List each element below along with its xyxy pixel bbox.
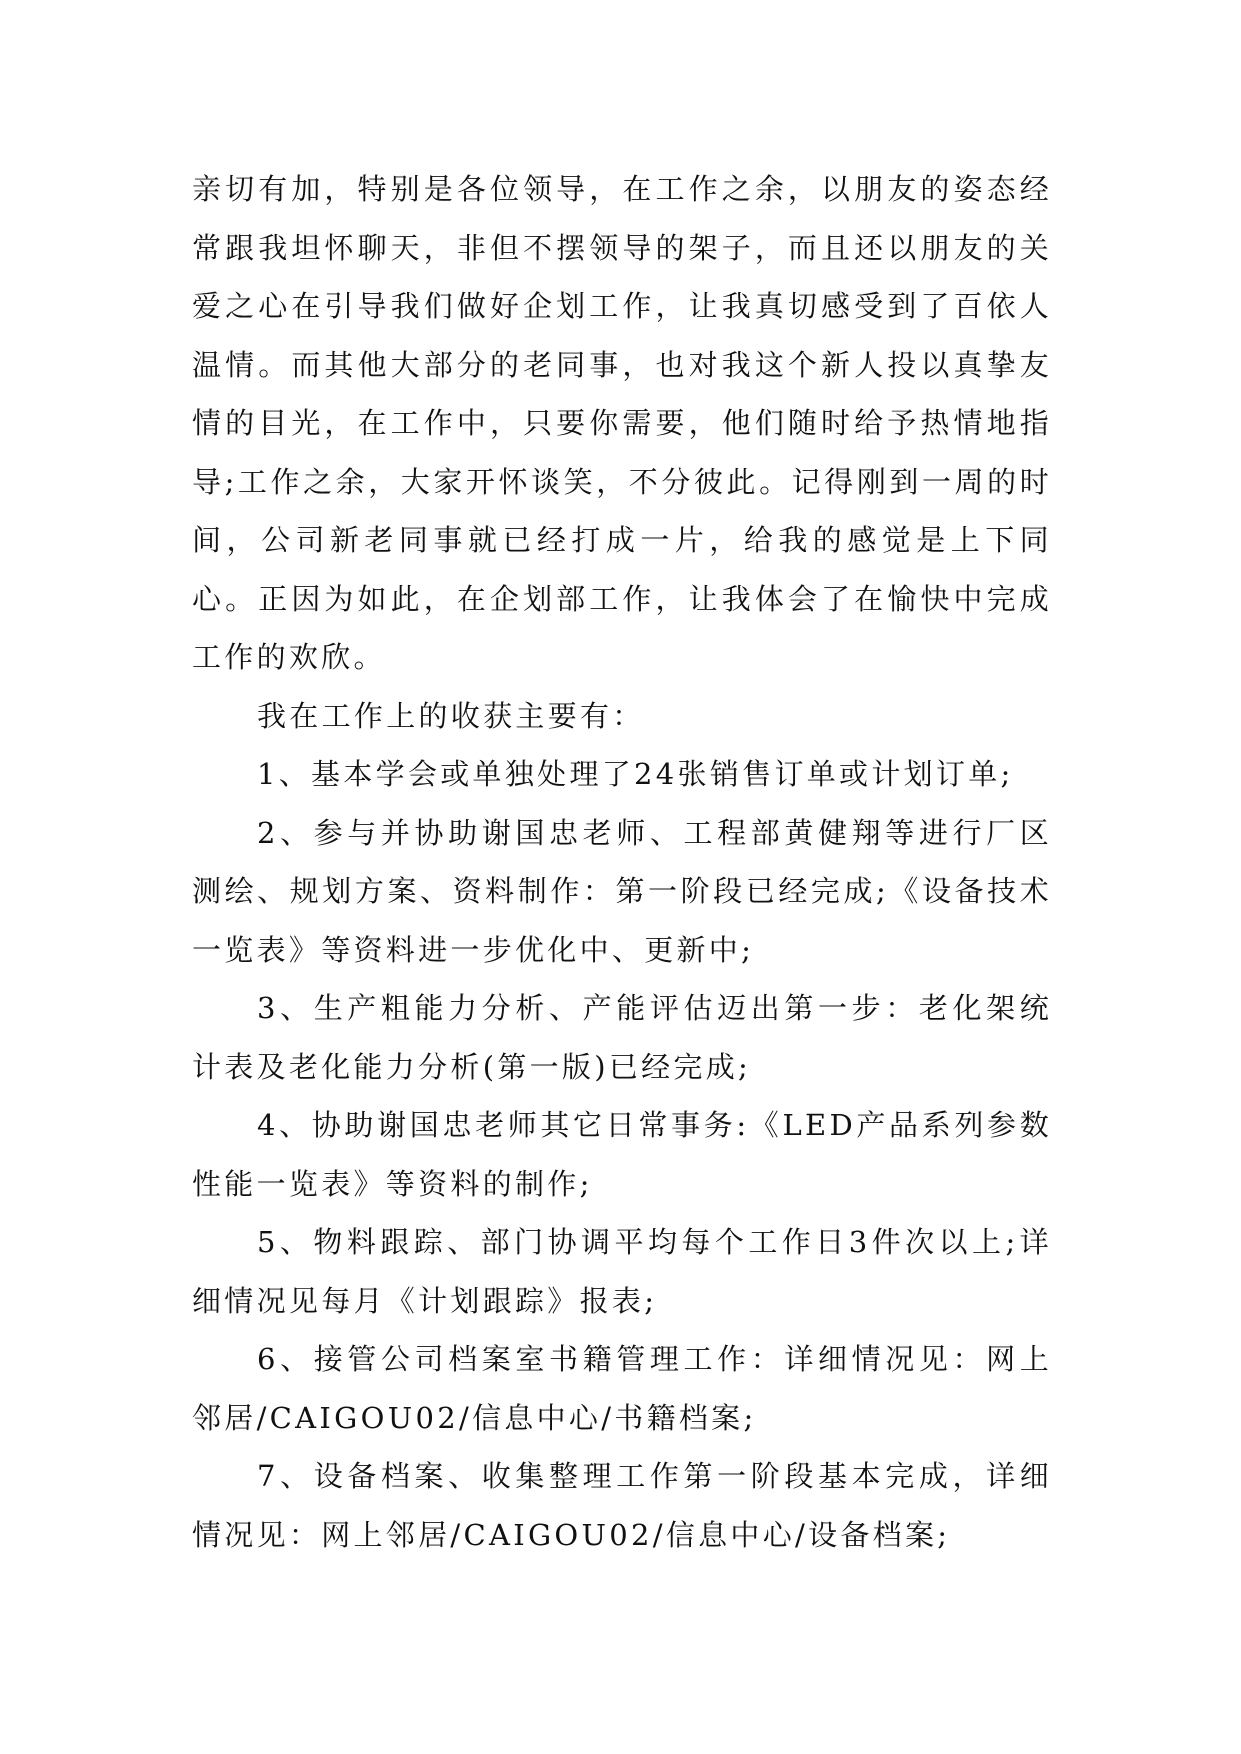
harvest-item-1: 1、基本学会或单独处理了24张销售订单或计划订单; [257, 757, 1014, 791]
document-page [192, 160, 1052, 1564]
harvest-item-4: 4、协助谢国忠老师其它日常事务:《LED产品系列参数性能一览表》等资料的制作; [192, 1108, 1052, 1201]
harvest-item-7: 7、设备档案、收集整理工作第一阶段基本完成，详细情况见：网上邻居/CAIGOU02/信息中心/设备档案; [192, 1459, 1052, 1552]
body-paragraph-intro: 亲切有加，特别是各位领导，在工作之余，以朋友的姿态经常跟我坦怀聊天，非但不摆领导的架子，而且还以朋友的关爱之心在引导我们做好企划工作，让我真切感受到了百依人温情。而其他大部分的老同事，也对我这个新人投以真挚友情的目光，在工作中，只要你需要，他们随时给予热情地指导;工作之余，大家开怀谈笑，不分彼此。记得刚到一周的时间，公司新老同事就已经打成一片，给我的感觉是上下同心。正因为如此，在企划部工作，让我体会了在愉快中完成工作的欢欣。 [192, 172, 1052, 674]
harvest-heading: 我在工作上的收获主要有： [257, 698, 645, 733]
harvest-item-2: 2、参与并协助谢国忠老师、工程部黄健翔等进行厂区测绘、规划方案、资料制作：第一阶段已经完成;《设备技术一览表》等资料进一步优化中、更新中; [192, 815, 1052, 967]
harvest-item-6: 6、接管公司档案室书籍管理工作：详细情况见：网上邻居/CAIGOU02/信息中心/书籍档案; [192, 1342, 1052, 1435]
harvest-item-3: 3、生产粗能力分析、产能评估迈出第一步：老化架统计表及老化能力分析(第一版)已经完成; [192, 991, 1052, 1084]
harvest-item-5: 5、物料跟踪、部门协调平均每个工作日3件次以上;详细情况见每月《计划跟踪》报表; [192, 1225, 1052, 1318]
